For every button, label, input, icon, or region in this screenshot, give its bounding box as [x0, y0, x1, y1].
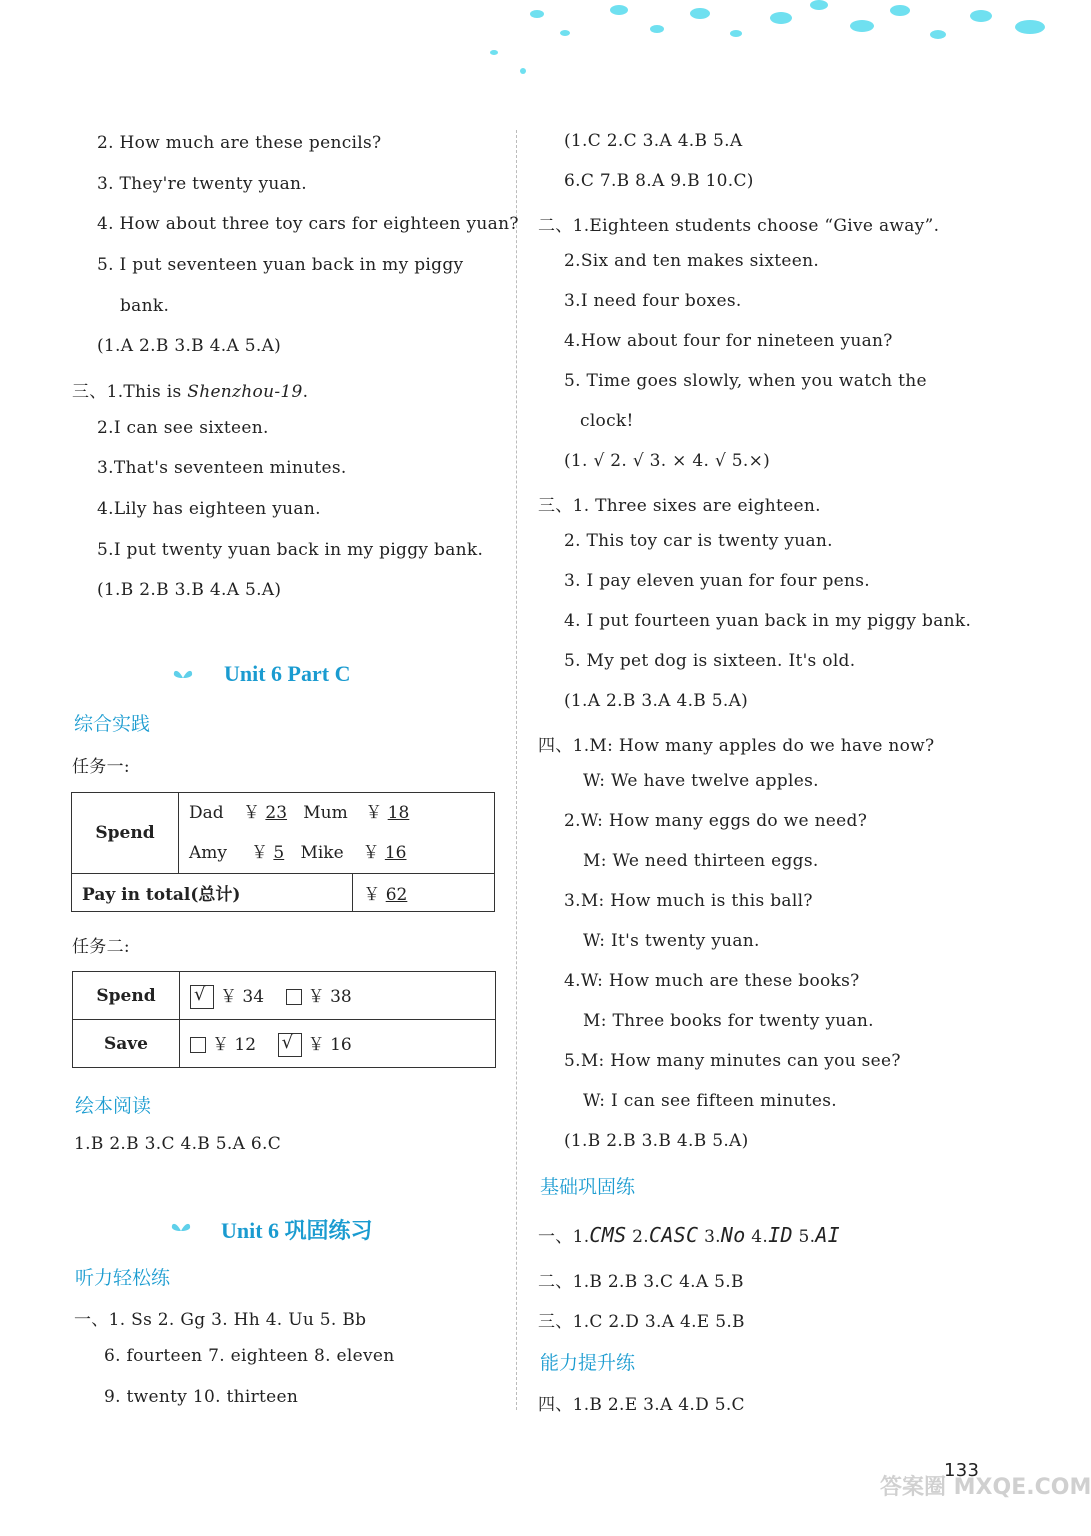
unit-heading: Unit 6 巩固练习 [221, 1218, 373, 1243]
watermark: 答案圈 MXQE.COM [880, 1475, 1091, 1500]
total-label: Pay in total(总计) [72, 874, 353, 912]
spend-row: Amy ￥ 5 Mike ￥ 16 [189, 843, 407, 863]
answer-line: 二、1.Eighteen students choose “Give away”. [538, 216, 940, 236]
spend-row: Dad ￥ 23 Mum ￥ 18 [189, 803, 410, 823]
save-options: ￥ 12 √ ￥ 16 [180, 1020, 496, 1068]
answer-line: 2. This toy car is twenty yuan. [564, 531, 833, 551]
butterfly-icon [170, 1219, 192, 1233]
total-value: ￥ 62 [353, 874, 495, 912]
spend-options: √ ￥ 34 ￥ 38 [180, 972, 496, 1020]
save-label: Save [73, 1020, 180, 1068]
task-label: 任务一: [72, 757, 130, 777]
answer-line: W: We have twelve apples. [583, 771, 819, 791]
answer-line: 三、1.This is Shenzhou-19. [72, 382, 309, 402]
task1-table [71, 792, 495, 912]
answer-line: clock! [580, 411, 634, 431]
answer-line: 三、1. Three sixes are eighteen. [538, 496, 821, 516]
answer-line: (1.B 2.B 3.B 4.A 5.A) [97, 580, 282, 600]
section-heading: 绘本阅读 [75, 1095, 152, 1117]
page-number: 133 [944, 1460, 980, 1481]
leaf-decoration [470, 0, 1065, 80]
answer-line: 3. They're twenty yuan. [97, 174, 308, 194]
checkbox-empty [286, 989, 302, 1005]
answer-line: bank. [120, 296, 170, 316]
answer-line: W: It's twenty yuan. [583, 931, 760, 951]
answer-line: 3.M: How much is this ball? [564, 891, 813, 911]
unit-heading: Unit 6 Part C [224, 661, 351, 686]
checkbox-empty [190, 1037, 206, 1053]
answer-line: (1.B 2.B 3.B 4.B 5.A) [564, 1131, 749, 1151]
answer-line: 5.M: How many minutes can you see? [564, 1051, 901, 1071]
answer-line: 四、1.M: How many apples do we have now? [538, 736, 935, 756]
answer-line: 5.I put twenty yuan back in my piggy bank. [97, 540, 484, 560]
answer-line: (1. √ 2. √ 3. × 4. √ 5.×) [564, 451, 771, 471]
butterfly-icon [172, 666, 194, 680]
answer-line: (1.C 2.C 3.A 4.B 5.A [564, 131, 743, 151]
spend-label: Spend [72, 793, 179, 874]
answer-line: W: I can see fifteen minutes. [583, 1091, 838, 1111]
task2-table [72, 971, 496, 1068]
answer-line: 6.C 7.B 8.A 9.B 10.C) [564, 171, 754, 191]
answer-line: 四、1.B 2.E 3.A 4.D 5.C [538, 1395, 745, 1415]
checkbox-checked: √ [278, 1033, 302, 1057]
answer-line: 2. How much are these pencils? [97, 133, 382, 153]
answer-line: 4. How about three toy cars for eighteen yuan? [97, 214, 519, 234]
answer-line: 5. I put seventeen yuan back in my piggy [97, 255, 464, 275]
task-label: 任务二: [72, 937, 130, 957]
section-heading: 基础巩固练 [540, 1176, 636, 1198]
answer-line: 6. fourteen 7. eighteen 8. eleven [104, 1346, 395, 1366]
answer-line: 9. twenty 10. thirteen [104, 1387, 299, 1407]
section-heading: 综合实践 [74, 713, 151, 735]
answer-line: 2.W: How many eggs do we need? [564, 811, 868, 831]
answer-line: 5. My pet dog is sixteen. It's old. [564, 651, 856, 671]
answer-line: 3.That's seventeen minutes. [97, 458, 347, 478]
checkbox-checked: √ [190, 985, 214, 1009]
answer-line: 1.B 2.B 3.C 4.B 5.A 6.C [74, 1134, 282, 1154]
answer-line: 3.I need four boxes. [564, 291, 742, 311]
answer-line: M: Three books for twenty yuan. [583, 1011, 874, 1031]
answer-line: 4.How about four for nineteen yuan? [564, 331, 893, 351]
section-heading: 能力提升练 [540, 1352, 636, 1374]
answer-line: 二、1.B 2.B 3.C 4.A 5.B [538, 1272, 744, 1292]
answer-line: 一、1. Ss 2. Gg 3. Hh 4. Uu 5. Bb [74, 1310, 367, 1330]
answer-line: M: We need thirteen eggs. [583, 851, 819, 871]
answer-line: 2.Six and ten makes sixteen. [564, 251, 820, 271]
answer-line: (1.A 2.B 3.A 4.B 5.A) [564, 691, 749, 711]
answer-line: 三、1.C 2.D 3.A 4.E 5.B [538, 1312, 745, 1332]
answer-line: 2.I can see sixteen. [97, 418, 269, 438]
answer-line: (1.A 2.B 3.B 4.A 5.A) [97, 336, 282, 356]
column-divider [516, 130, 517, 1410]
answer-line: 一、1.CMS 2.CASC 3.No 4.ID 5.AI [538, 1223, 841, 1247]
answer-line: 5. Time goes slowly, when you watch the [564, 371, 927, 391]
answer-line: 4.Lily has eighteen yuan. [97, 499, 321, 519]
answer-line: 4.W: How much are these books? [564, 971, 860, 991]
answer-line: 3. I pay eleven yuan for four pens. [564, 571, 870, 591]
section-heading: 听力轻松练 [75, 1267, 171, 1289]
answer-line: 4. I put fourteen yuan back in my piggy bank. [564, 611, 972, 631]
spend-label: Spend [73, 972, 180, 1020]
